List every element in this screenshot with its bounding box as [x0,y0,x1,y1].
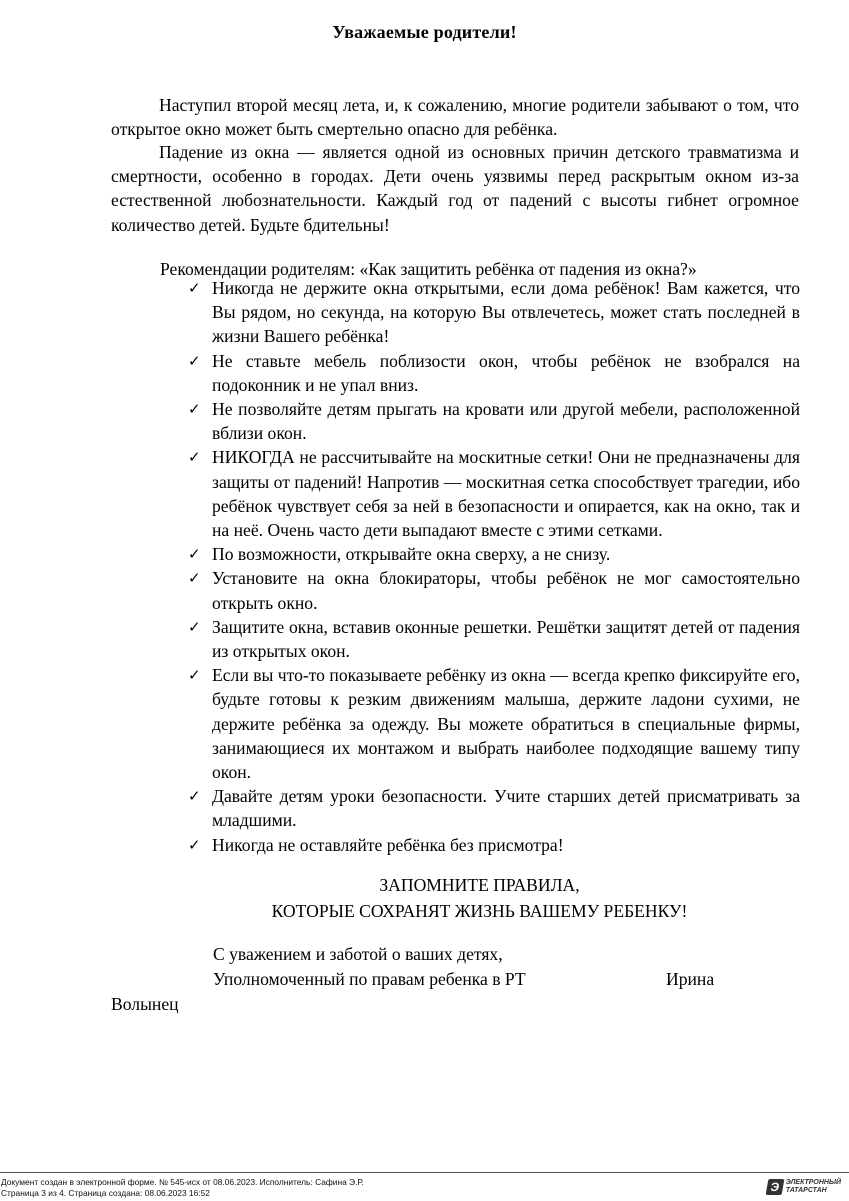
check-mark-icon: ✓ [188,787,201,806]
signature-position: Уполномоченный по правам ребенка в РТ [213,969,526,989]
signature-surname: Волынец [111,994,179,1014]
logo-text-line-2: ТАТАРСТАН [785,1187,827,1194]
check-mark-icon: ✓ [188,279,201,297]
recommendation-item: ✓ Никогда не держите окна открытыми, если дома ребёнок! Вам кажется, что Вы рядом, но секунда, на которую Вы отвлечетесь, может стать последней в жизни Вашего ребёнка! [188,278,800,347]
check-mark-icon: ✓ [188,400,201,419]
check-mark-icon: ✓ [188,569,201,588]
footer-document-info: Документ создан в электронной форме. № 545-исх от 08.06.2023. Исполнитель: Сафина Э.Р. [1,1177,364,1187]
recommendation-item: ✓ Давайте детям уроки безопасности. Учите старших детей присматривать за младшими. [188,786,800,831]
remember-rules-heading [0,872,849,924]
electronic-tatarstan-logo [767,1179,841,1195]
footer-page-info: Страница 3 из 4. Страница создана: 08.06.2023 16:52 [1,1188,210,1198]
check-mark-icon: ✓ [188,666,201,685]
check-mark-icon: ✓ [188,351,201,370]
recommendation-item: ✓ Не ставьте мебель поблизости окон, чтобы ребёнок не взобрался на подоконник и не упал вниз. [188,350,800,395]
remember-line-2: КОТОРЫЕ СОХРАНЯТ ЖИЗНЬ ВАШЕМУ РЕБЕНКУ! [271,901,688,921]
recommendation-item: ✓ Если вы что-то показываете ребёнку из окна — всегда крепко фиксируйте его, будьте готовы к резким движениям малыша, держите ладони сухими, не держите ребёнка за одежду. Вы можете обратиться в специальные фирмы, занимающиеся их монтажом и выбрать наиболее подходящие вашему типу окон. [188,665,800,783]
check-mark-icon: ✓ [188,545,201,564]
document-footer [0,1172,849,1201]
logo-mark-icon: Э [765,1179,784,1195]
remember-line-1: ЗАПОМНИТЕ ПРАВИЛА, [379,875,580,895]
document-title: Уважаемые родители! [332,22,517,42]
check-mark-icon: ✓ [188,448,201,467]
intro-paragraph: Наступил второй месяц лета, и, к сожалению, многие родители забывают о том, что открытое окно может быть смертельно опасно для ребёнка. [111,95,799,140]
signature-block [213,942,733,992]
signature-first-name: Ирина [666,969,715,989]
recommendation-item: ✓ НИКОГДА не рассчитывайте на москитные сетки! Они не предназначены для защиты от падений! Напротив — москитная сетка способствует трагедии, ибо ребёнок чувствует себя за ней в безопасности и опирается, как на окно, так и на неё. Очень часто дети выпадают вместе с этими сетками. [188,447,800,541]
signature-greeting: С уважением и заботой о ваших детях, [213,944,503,964]
logo-text-line-1: ЭЛЕКТРОННЫЙ [785,1179,841,1186]
recommendation-item: ✓ Не позволяйте детям прыгать на кровати или другой мебели, расположенной вблизи окон. [188,399,800,444]
recommendation-item: ✓ Никогда не оставляйте ребёнка без присмотра! [188,833,800,857]
recommendation-item: ✓ Защитите окна, вставив оконные решетки. Решётки защитят детей от падения из открытых окон. [188,616,800,662]
recommendations-list [188,276,800,857]
recommendation-item: ✓ По возможности, открывайте окна сверху, а не снизу. [188,542,800,566]
check-mark-icon: ✓ [188,617,201,636]
danger-paragraph: Падение из окна — является одной из основных причин детского травматизма и смертности, особенно в городах. Дети очень уязвимы перед раскрытым окном из-за естественной любознательности. Каждый год от падений с высоты гибнет огромное количество детей. Будьте бдительны! [111,142,799,235]
recommendation-item: ✓ Установите на окна блокираторы, чтобы ребёнок не мог самостоятельно открыть окно. [188,568,800,613]
recommendations-intro: Рекомендации родителям: «Как защитить ребёнка от падения из окна?» [160,259,697,279]
check-mark-icon: ✓ [188,835,201,854]
